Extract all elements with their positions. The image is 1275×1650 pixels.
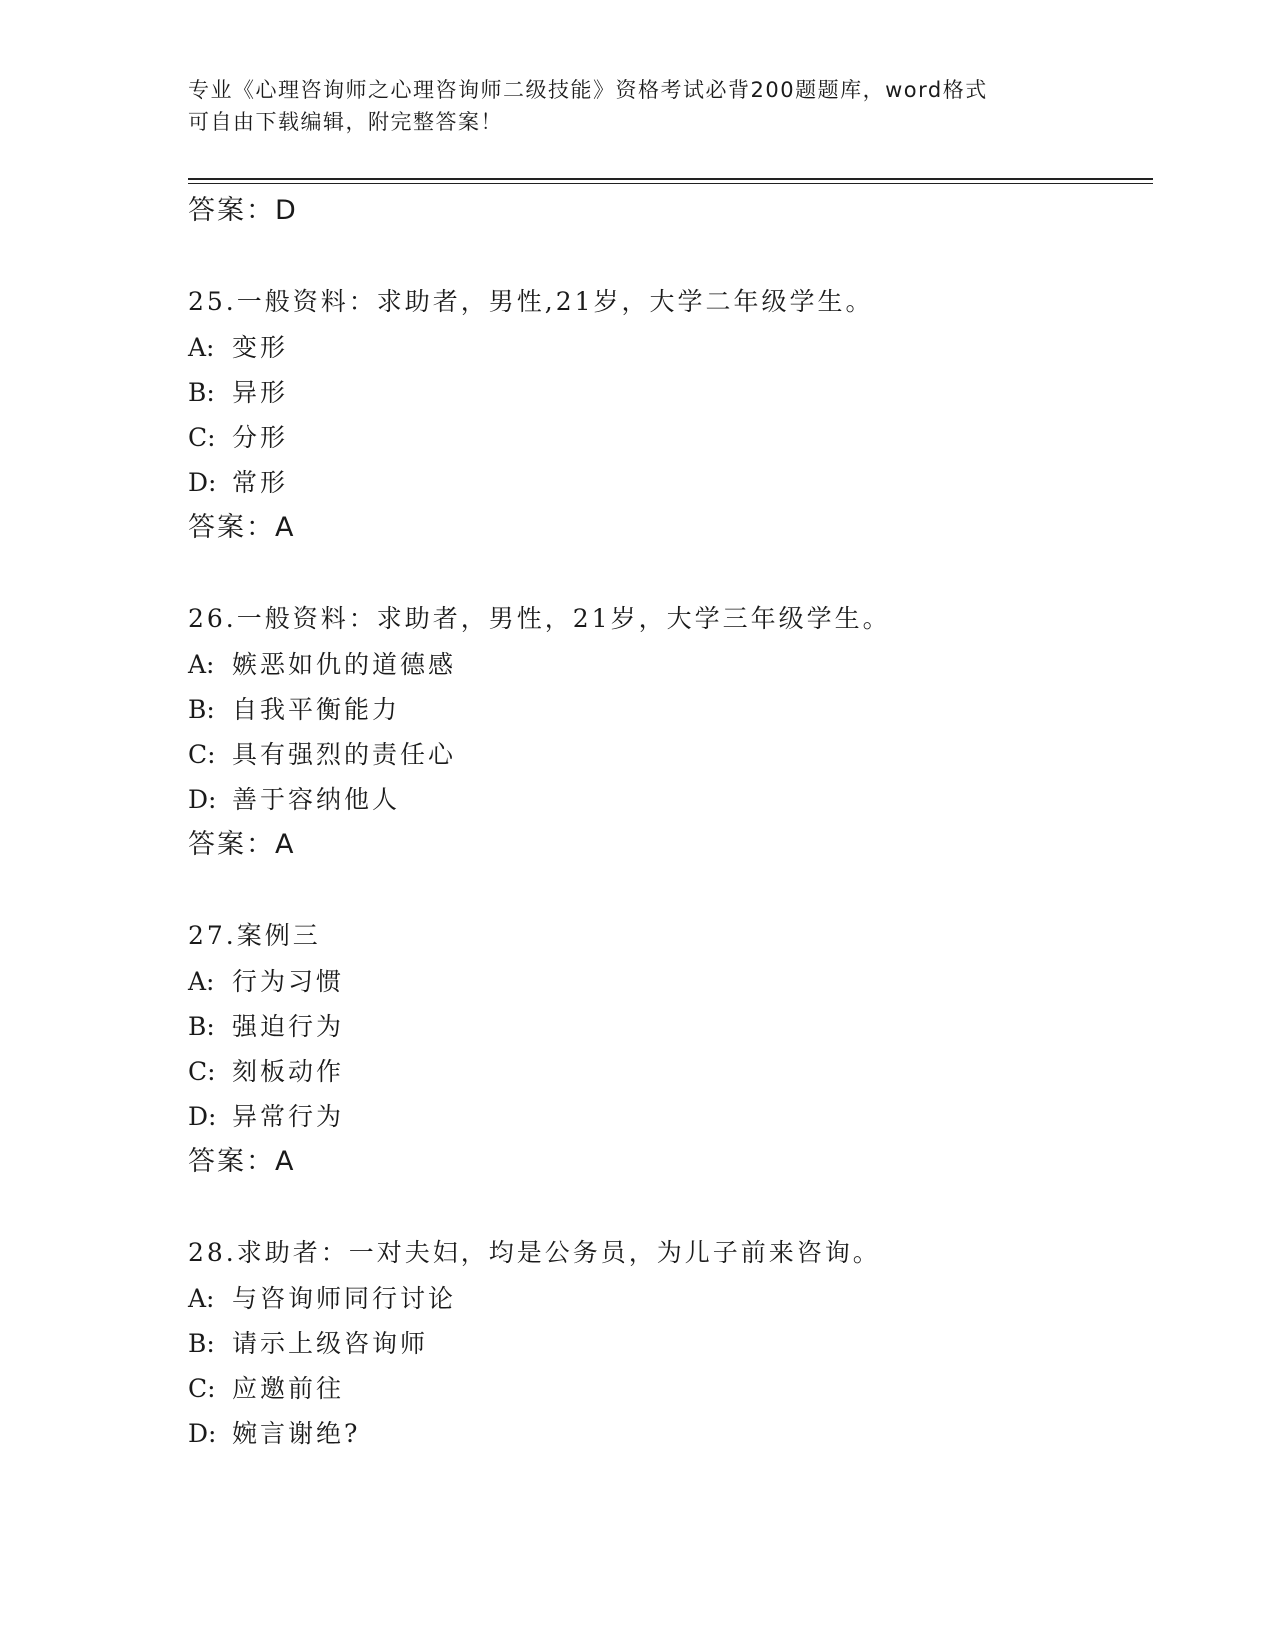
- option-letter: A:: [188, 967, 215, 996]
- header-line-2: 可自由下载编辑，附完整答案！: [188, 110, 503, 134]
- option-text: 嫉恶如仇的道德感: [232, 650, 457, 679]
- option-a: [188, 325, 1148, 370]
- option-c: [188, 1049, 1148, 1094]
- option-text: 分形: [232, 423, 289, 452]
- option-letter: D:: [188, 468, 217, 497]
- option-d: [188, 777, 1148, 822]
- option-letter: C:: [188, 423, 216, 452]
- option-letter: A:: [188, 333, 215, 362]
- option-text: 善于容纳他人: [232, 785, 401, 814]
- answer-line: 答案：A: [188, 512, 296, 543]
- option-a: [188, 959, 1148, 1004]
- spacer: [188, 234, 1148, 279]
- option-text: 自我平衡能力: [232, 695, 401, 724]
- option-text: 刻板动作: [232, 1057, 345, 1086]
- option-letter: A:: [188, 650, 215, 679]
- header-rule-thin: [188, 183, 1153, 184]
- option-text: 异常行为: [232, 1102, 345, 1131]
- option-c: [188, 732, 1148, 777]
- question-list: [188, 188, 1148, 1456]
- option-letter: B:: [188, 1012, 215, 1041]
- header-line-1: 专业《心理咨询师之心理咨询师二级技能》资格考试必背200题题库，word格式: [188, 78, 988, 102]
- option-text: 与咨询师同行讨论: [232, 1284, 457, 1313]
- header-rule-thick: [188, 178, 1153, 180]
- option-c: [188, 1366, 1148, 1411]
- option-b: [188, 370, 1148, 415]
- question-text: 28.求助者：一对夫妇，均是公务员，为儿子前来咨询。: [188, 1238, 881, 1267]
- option-b: [188, 1004, 1148, 1049]
- spacer: [188, 1185, 1148, 1230]
- option-letter: C:: [188, 1057, 216, 1086]
- option-b: [188, 1321, 1148, 1366]
- option-letter: B:: [188, 378, 215, 407]
- option-letter: B:: [188, 1329, 215, 1358]
- option-letter: C:: [188, 1374, 216, 1403]
- answer-line: 答案：A: [188, 829, 296, 860]
- option-text: 强迫行为: [232, 1012, 345, 1041]
- option-letter: A:: [188, 1284, 215, 1313]
- option-text: 请示上级咨询师: [232, 1329, 429, 1358]
- option-d: [188, 1411, 1148, 1456]
- option-a: [188, 1276, 1148, 1321]
- option-letter: B:: [188, 695, 215, 724]
- option-b: [188, 687, 1148, 732]
- question-text: 25.一般资料：求助者，男性,21岁，大学二年级学生。: [188, 287, 874, 316]
- question-text: 26.一般资料：求助者，男性，21岁，大学三年级学生。: [188, 604, 891, 633]
- option-letter: C:: [188, 740, 216, 769]
- answer-line: 答案：D: [188, 195, 298, 226]
- document-header: [188, 74, 1088, 138]
- option-text: 婉言谢绝?: [232, 1419, 361, 1448]
- option-a: [188, 642, 1148, 687]
- option-text: 异形: [232, 378, 289, 407]
- option-text: 具有强烈的责任心: [232, 740, 457, 769]
- answer-line: 答案：A: [188, 1146, 296, 1177]
- option-text: 应邀前往: [232, 1374, 345, 1403]
- question-text: 27.案例三: [188, 921, 321, 950]
- spacer: [188, 551, 1148, 596]
- option-text: 变形: [232, 333, 289, 362]
- option-letter: D:: [188, 1419, 217, 1448]
- spacer: [188, 868, 1148, 913]
- option-c: [188, 415, 1148, 460]
- option-text: 常形: [232, 468, 289, 497]
- option-d: [188, 460, 1148, 505]
- option-letter: D:: [188, 1102, 217, 1131]
- option-d: [188, 1094, 1148, 1139]
- option-letter: D:: [188, 785, 217, 814]
- option-text: 行为习惯: [232, 967, 345, 996]
